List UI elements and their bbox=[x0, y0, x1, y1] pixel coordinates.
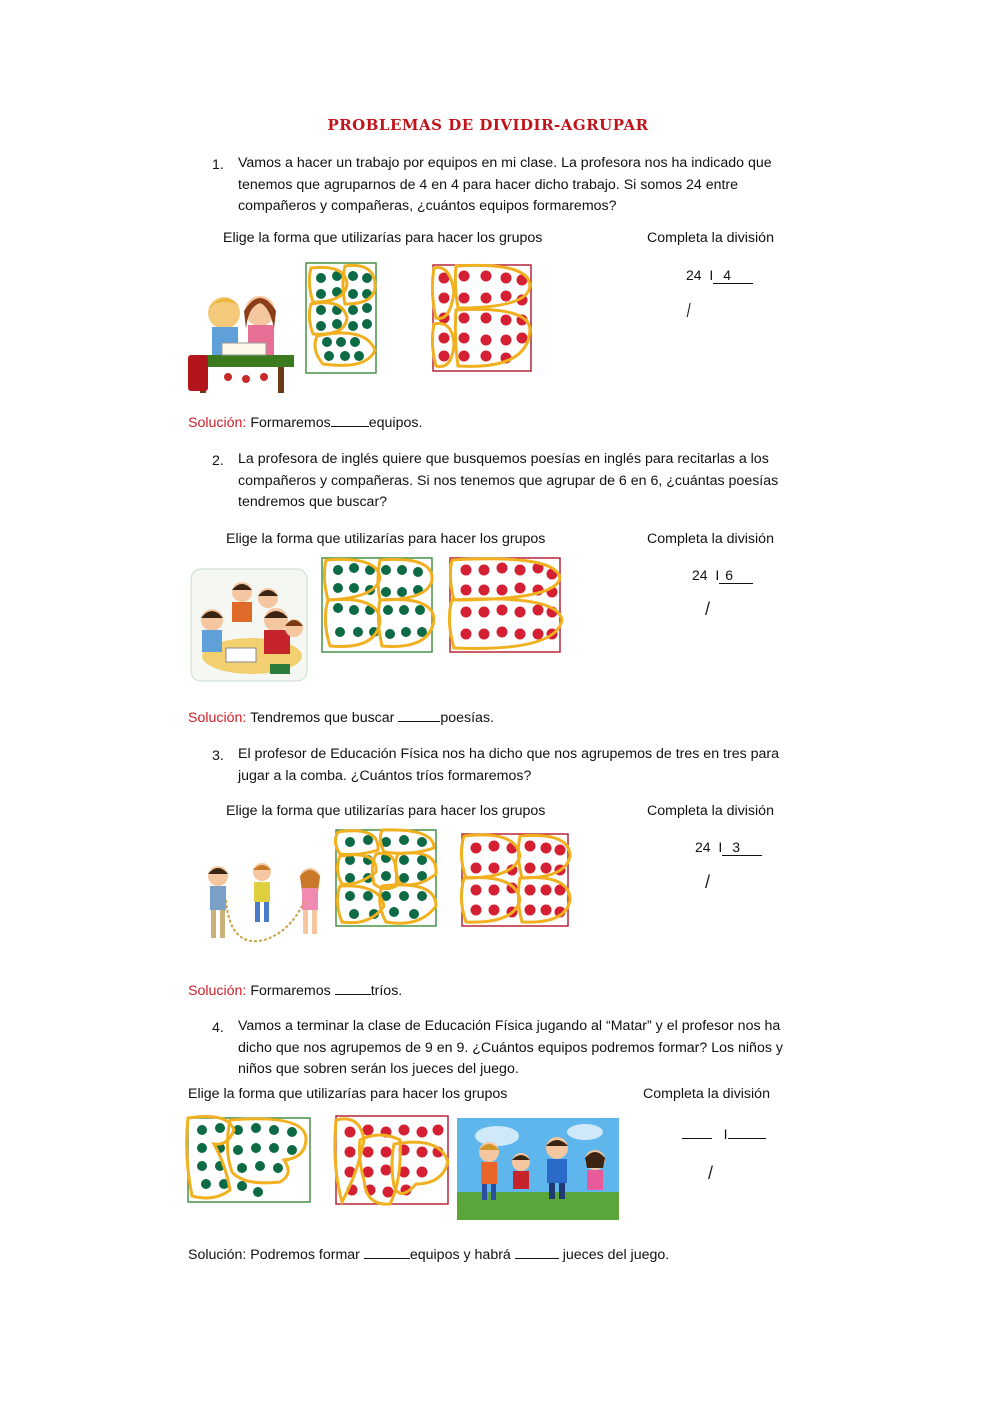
children-reading-illustration bbox=[186, 285, 298, 395]
problem-1-line: compañeros y compañeras, ¿cuántos equipos formaremos? bbox=[238, 198, 617, 214]
problem-2-line: compañeros y compañeras. Si nos tenemos que agrupar de 6 en 6, ¿cuántas poesías bbox=[238, 472, 779, 489]
problem-3-text bbox=[238, 744, 779, 787]
choose-label: Elige la forma que utilizarías para hacer los grupos bbox=[188, 1086, 508, 1102]
solution-4 bbox=[188, 1246, 669, 1263]
choose-label: Elige la forma que utilizarías para hacer los grupos bbox=[226, 531, 546, 547]
problem-4-line: Vamos a terminar la clase de Educación Física jugando al “Matar” y el profesor nos ha bbox=[238, 1018, 781, 1034]
answer-blank[interactable] bbox=[398, 709, 440, 722]
solution-text-after: tríos. bbox=[370, 983, 403, 999]
red-dots-grouping-option[interactable] bbox=[456, 826, 572, 930]
divisor: 3 bbox=[722, 839, 762, 856]
green-dots-grouping-option[interactable] bbox=[318, 554, 438, 656]
problem-1-number: 1. bbox=[212, 157, 224, 173]
problem-3-number: 3. bbox=[212, 748, 224, 764]
solution-text-mid: equipos y habrá bbox=[409, 1247, 511, 1263]
dividend: 24 bbox=[686, 267, 702, 283]
divisor: 4 bbox=[713, 267, 741, 284]
dividend: 24 bbox=[695, 839, 711, 855]
problem-4-line: niños que sobren serán los jueces del juego. bbox=[238, 1061, 519, 1077]
division-2: 24 I 6 bbox=[692, 567, 753, 583]
division-1: 24 I 4 bbox=[686, 267, 753, 283]
solution-label: Solución: bbox=[188, 983, 247, 999]
problem-4-line: dicho que nos agrupemos de 9 en 9. ¿Cuántos equipos podremos formar? Los niños y bbox=[238, 1039, 783, 1056]
division-label: Completa la división bbox=[647, 803, 774, 819]
problem-2-line: tendremos que buscar? bbox=[238, 494, 388, 510]
division-2-remainder-mark: / bbox=[705, 599, 711, 619]
divisor: 6 bbox=[719, 567, 741, 584]
answer-blank[interactable] bbox=[335, 982, 371, 995]
problem-4-number: 4. bbox=[212, 1020, 224, 1036]
dividend-blank[interactable] bbox=[682, 1126, 712, 1139]
problem-4-text bbox=[238, 1016, 783, 1081]
answer-blank[interactable] bbox=[515, 1246, 559, 1259]
solution-label: Solución: bbox=[188, 710, 247, 726]
solution-text-before: Formaremos bbox=[250, 983, 331, 999]
choose-label: Elige la forma que utilizarías para hacer los grupos bbox=[226, 803, 546, 819]
solution-3 bbox=[188, 982, 402, 999]
dividend: 24 bbox=[692, 567, 708, 583]
solution-text-after: jueces del juego. bbox=[562, 1247, 670, 1263]
problem-1-text bbox=[238, 153, 772, 218]
division-4-remainder-mark: / bbox=[708, 1163, 714, 1183]
problem-2-number: 2. bbox=[212, 453, 224, 469]
division-1-remainder-mark: ⁄ bbox=[684, 300, 695, 320]
red-dots-grouping-option[interactable] bbox=[430, 262, 534, 374]
answer-blank[interactable] bbox=[364, 1246, 410, 1259]
red-dots-grouping-option[interactable] bbox=[330, 1110, 452, 1208]
green-dots-grouping-option[interactable] bbox=[330, 826, 442, 930]
solution-2 bbox=[188, 709, 494, 726]
solution-text-prefix: Solución: Podremos formar bbox=[188, 1247, 360, 1263]
problem-3-line: El profesor de Educación Física nos ha dicho que nos agrupemos de tres en tres para bbox=[238, 746, 780, 762]
problem-2-text bbox=[238, 449, 778, 514]
division-label: Completa la división bbox=[647, 531, 774, 547]
problem-3-line: jugar a la comba. ¿Cuántos tríos formaremos? bbox=[238, 767, 532, 784]
page-title: PROBLEMAS DE DIVIDIR-AGRUPAR bbox=[327, 116, 649, 134]
children-jumping-photo bbox=[457, 1118, 619, 1220]
solution-text-before: Formaremos bbox=[250, 415, 331, 431]
divisor-blank[interactable] bbox=[728, 1126, 766, 1139]
green-dots-grouping-option[interactable] bbox=[305, 262, 377, 374]
green-dots-grouping-option[interactable] bbox=[184, 1110, 314, 1206]
children-jumping-rope-illustration bbox=[200, 858, 330, 944]
red-dots-grouping-option[interactable] bbox=[444, 554, 566, 656]
solution-1 bbox=[188, 414, 422, 431]
solution-text-after: equipos. bbox=[368, 415, 423, 431]
children-reading-group-illustration bbox=[190, 568, 308, 682]
choose-label: Elige la forma que utilizarías para hacer los grupos bbox=[223, 230, 543, 246]
division-4: I bbox=[682, 1126, 766, 1142]
problem-1-line: tenemos que agruparnos de 4 en 4 para hacer dicho trabajo. Si somos 24 entre bbox=[238, 176, 739, 193]
division-label: Completa la división bbox=[647, 230, 774, 246]
solution-label: Solución: bbox=[188, 415, 247, 431]
division-3-remainder-mark: / bbox=[705, 872, 711, 892]
division-3: 24 I 3 bbox=[695, 839, 762, 855]
solution-text-before: Tendremos que buscar bbox=[250, 710, 395, 726]
problem-2-line: La profesora de inglés quiere que busquemos poesías en inglés para recitarlas a los bbox=[238, 451, 769, 467]
solution-text-after: poesías. bbox=[440, 710, 494, 726]
answer-blank[interactable] bbox=[331, 414, 369, 427]
problem-1-line: Vamos a hacer un trabajo por equipos en mi clase. La profesora nos ha indicado que bbox=[238, 155, 772, 171]
division-label: Completa la división bbox=[643, 1086, 770, 1102]
